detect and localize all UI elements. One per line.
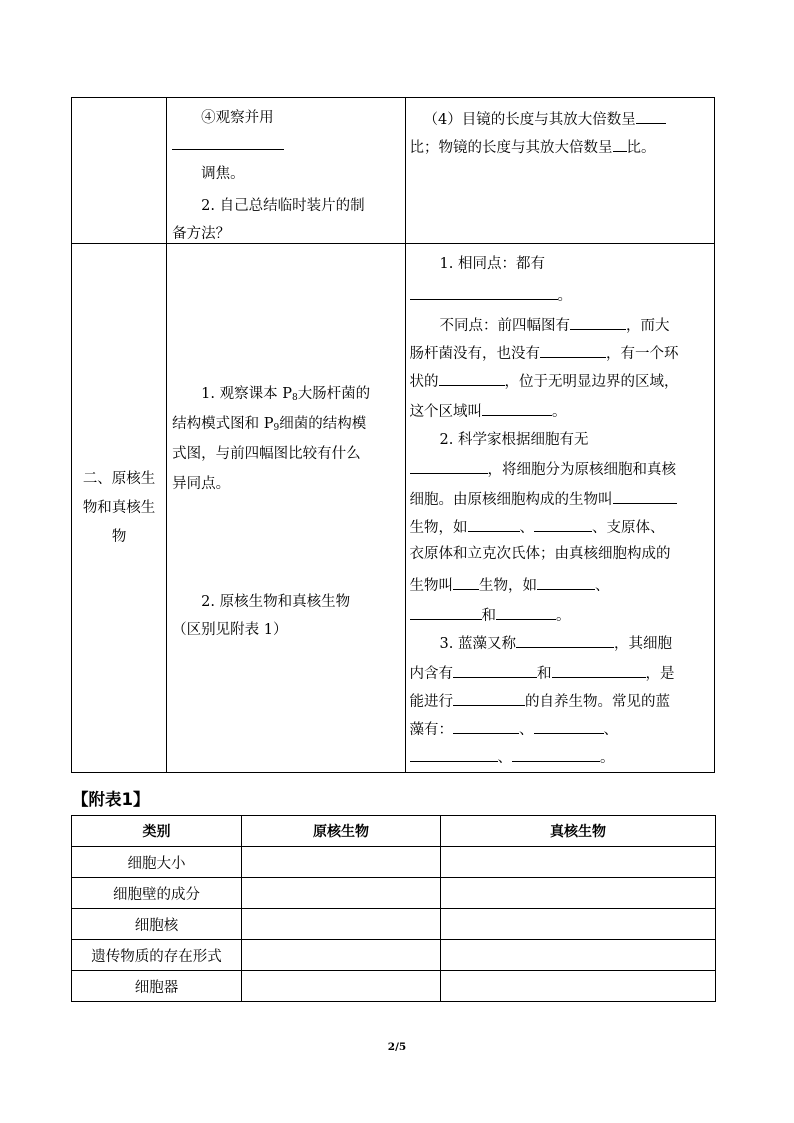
text-line: 式图，与前四幅图比较有什么 [172,446,361,462]
text-line: 和 。 [410,604,571,626]
text-line: 备方法？ [172,226,231,242]
text-line: 1. 相同点：都有 [439,256,545,272]
empty-cell [72,98,167,244]
row-label: 细胞器 [72,971,242,1002]
label-line: 物 [111,528,127,545]
answer-cell[interactable] [441,909,716,940]
text-line: 2. 科学家根据细胞有无 [439,432,589,448]
main-table [71,97,715,773]
answer-cell[interactable] [441,940,716,971]
table-row [72,909,716,940]
answer-cell[interactable] [242,847,441,878]
label-line: 二、原核生 [82,470,156,487]
cell-questions [167,244,405,773]
answer-cell[interactable] [242,878,441,909]
appendix-table [71,815,716,1002]
row-label: 细胞壁的成分 [72,878,242,909]
text-line: 2. 自己总结临时装片的制 [201,198,365,214]
table-header-row [72,816,716,847]
text-line: 比；物镜的长度与其放大倍数呈 比。 [410,136,656,158]
header-prokaryote: 原核生物 [242,816,441,847]
cell-lens [405,98,715,244]
table-row [72,878,716,909]
answer-cell[interactable] [242,909,441,940]
text-line: 、 。 [410,746,615,768]
row-label: 细胞大小 [72,847,242,878]
text-line: 1. 观察课本 $P_8$大肠杆菌的 [201,386,371,403]
cell-observe [167,98,405,244]
text-line: 细胞。由原核细胞构成的生物叫 [410,488,677,510]
answer-cell[interactable] [242,971,441,1002]
table-row [72,98,715,244]
row-label: 细胞核 [72,909,242,940]
answer-cell[interactable] [441,878,716,909]
table-row [72,847,716,878]
text-line: 结构模式图和 $P_9$细菌的结构模 [172,416,367,433]
text-line: 调焦。 [201,166,245,182]
table-row [72,940,716,971]
text-line: 生物，如 、 、支原体、 [410,516,665,538]
text-line: 不同点：前四幅图有 ，而大 [440,314,670,336]
table-row [72,244,715,773]
row-label: 遗传物质的存在形式 [72,940,242,971]
section-label [72,244,167,773]
cell-answers [405,244,715,773]
text-line: 生物叫 生物，如 、 [410,574,610,596]
text-line: 异同点。 [172,476,231,492]
text-line: 肠杆菌没有，也没有 ，有一个环 [410,342,679,364]
appendix-title: 【附表1】 [72,790,150,809]
text-line: 内含有 和 ，是 [410,662,675,684]
text-line: 。 [410,284,573,306]
answer-cell[interactable] [441,847,716,878]
text-line: （区别见附表 1） [172,622,288,638]
text-line: 衣原体和立克次氏体；由真核细胞构成的 [409,546,671,562]
answer-cell[interactable] [441,971,716,1002]
header-category: 类别 [72,816,242,847]
text-line: 状的 ，位于无明显边界的区域， [410,370,679,392]
label-line: 物和真核生 [82,499,156,516]
page-number: 2/5 [387,1041,407,1053]
text-line: 这个区域叫 。 [410,400,567,422]
header-eukaryote: 真核生物 [441,816,716,847]
text-line: （4）目镜的长度与其放大倍数呈 [424,108,666,130]
text-line: 能进行 的自养生物。常见的蓝 [410,690,671,712]
text-line: ④观察并用 [201,110,274,126]
table-row [72,971,716,1002]
answer-cell[interactable] [242,940,441,971]
text-line: 2. 原核生物和真核生物 [201,594,351,610]
text-line: 藻有： 、 、 [410,718,619,740]
text-line: 3. 蓝藻又称 ，其细胞 [440,632,672,654]
text-line: ，将细胞分为原核细胞和真核 [410,458,677,480]
blank-line [172,134,284,156]
